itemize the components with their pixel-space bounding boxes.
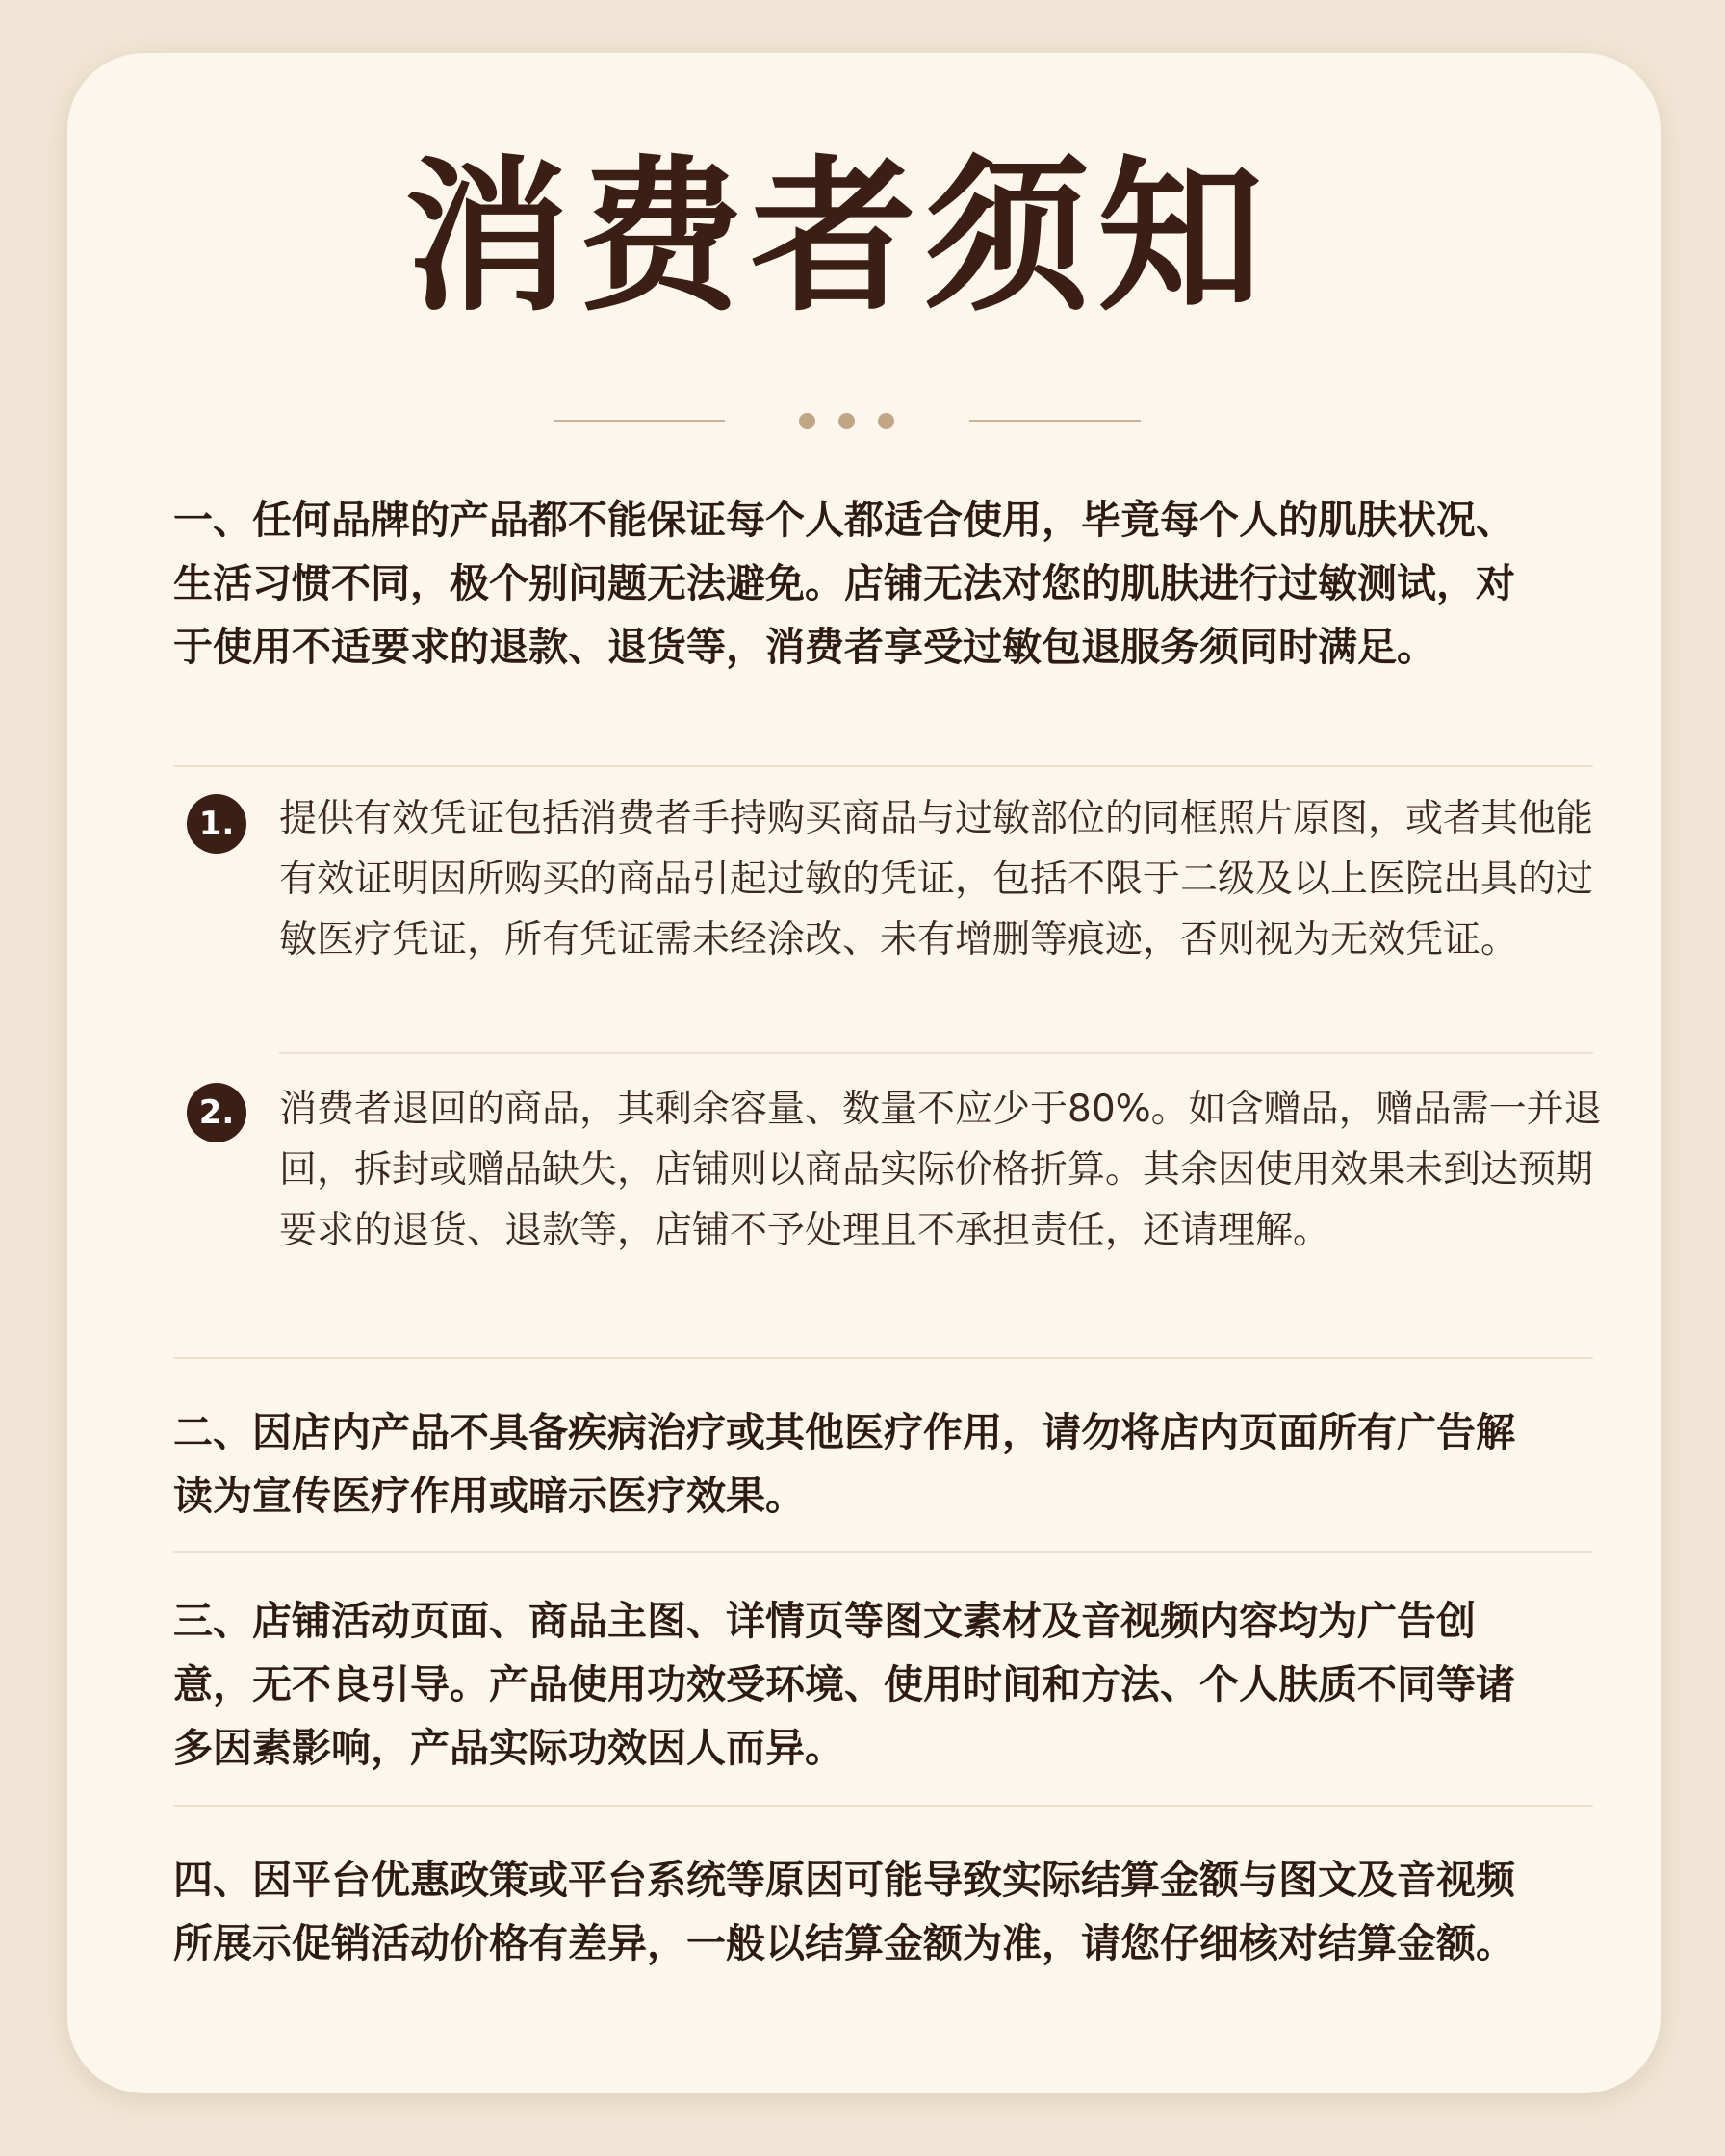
condition-1-text: 提供有效凭证包括消费者手持购买商品与过敏部位的同框照片原图，或者其他能有效证明因所购买的商品引起过敏的凭证，包括不限于二级及以上医院出具的过敏医疗凭证，所有凭证需未经涂改、未有增删等痕迹，否则视为无效凭证。	[279, 797, 1594, 962]
section-two-text: 二、因店内产品不具备疾病治疗或其他医疗作用，请勿将店内页面所有广告解读为宣传医疗作用或暗示医疗效果。	[173, 1409, 1515, 1519]
separator	[173, 1357, 1593, 1359]
condition-1-badge: 1.	[187, 794, 246, 854]
section-one-text: 一、任何品牌的产品都不能保证每个人都适合使用，毕竟每个人的肌肤状况、生活习惯不同，极个别问题无法避免。店铺无法对您的肌肤进行过敏测试，对于使用不适要求的退款、退货等，消费者享受过敏包退服务须同时满足。	[173, 497, 1515, 670]
section-four-text: 四、因平台优惠政策或平台系统等原因可能导致实际结算金额与图文及音视频所展示促销活动价格有差异，一般以结算金额为准，请您仔细核对结算金额。	[173, 1857, 1515, 1966]
divider-dot	[799, 413, 815, 429]
separator	[173, 1805, 1593, 1807]
divider-dot	[838, 413, 855, 429]
separator	[279, 1052, 1593, 1054]
condition-2-badge: 2.	[187, 1083, 246, 1142]
page-title: 消费者须知	[404, 141, 1271, 334]
separator	[173, 1551, 1593, 1553]
section-three-text: 三、店铺活动页面、商品主图、详情页等图文素材及音视频内容均为广告创意，无不良引导。产品使用功效受环境、使用时间和方法、个人肤质不同等诸多因素影响，产品实际功效因人而异。	[173, 1598, 1515, 1771]
title-divider	[554, 409, 1266, 432]
separator	[173, 765, 1593, 767]
condition-2-text: 消费者退回的商品，其剩余容量、数量不应少于80%。如含赠品，赠品需一并退回，拆封或赠品缺失，店铺则以商品实际价格折算。其余因使用效果未到达预期要求的退货、退款等，店铺不予处理且不承担责任，还请理解。	[279, 1088, 1602, 1252]
divider-dot	[878, 413, 894, 429]
notice-card	[67, 53, 1661, 2093]
divider-line-right	[969, 420, 1141, 422]
divider-line-left	[554, 420, 725, 422]
